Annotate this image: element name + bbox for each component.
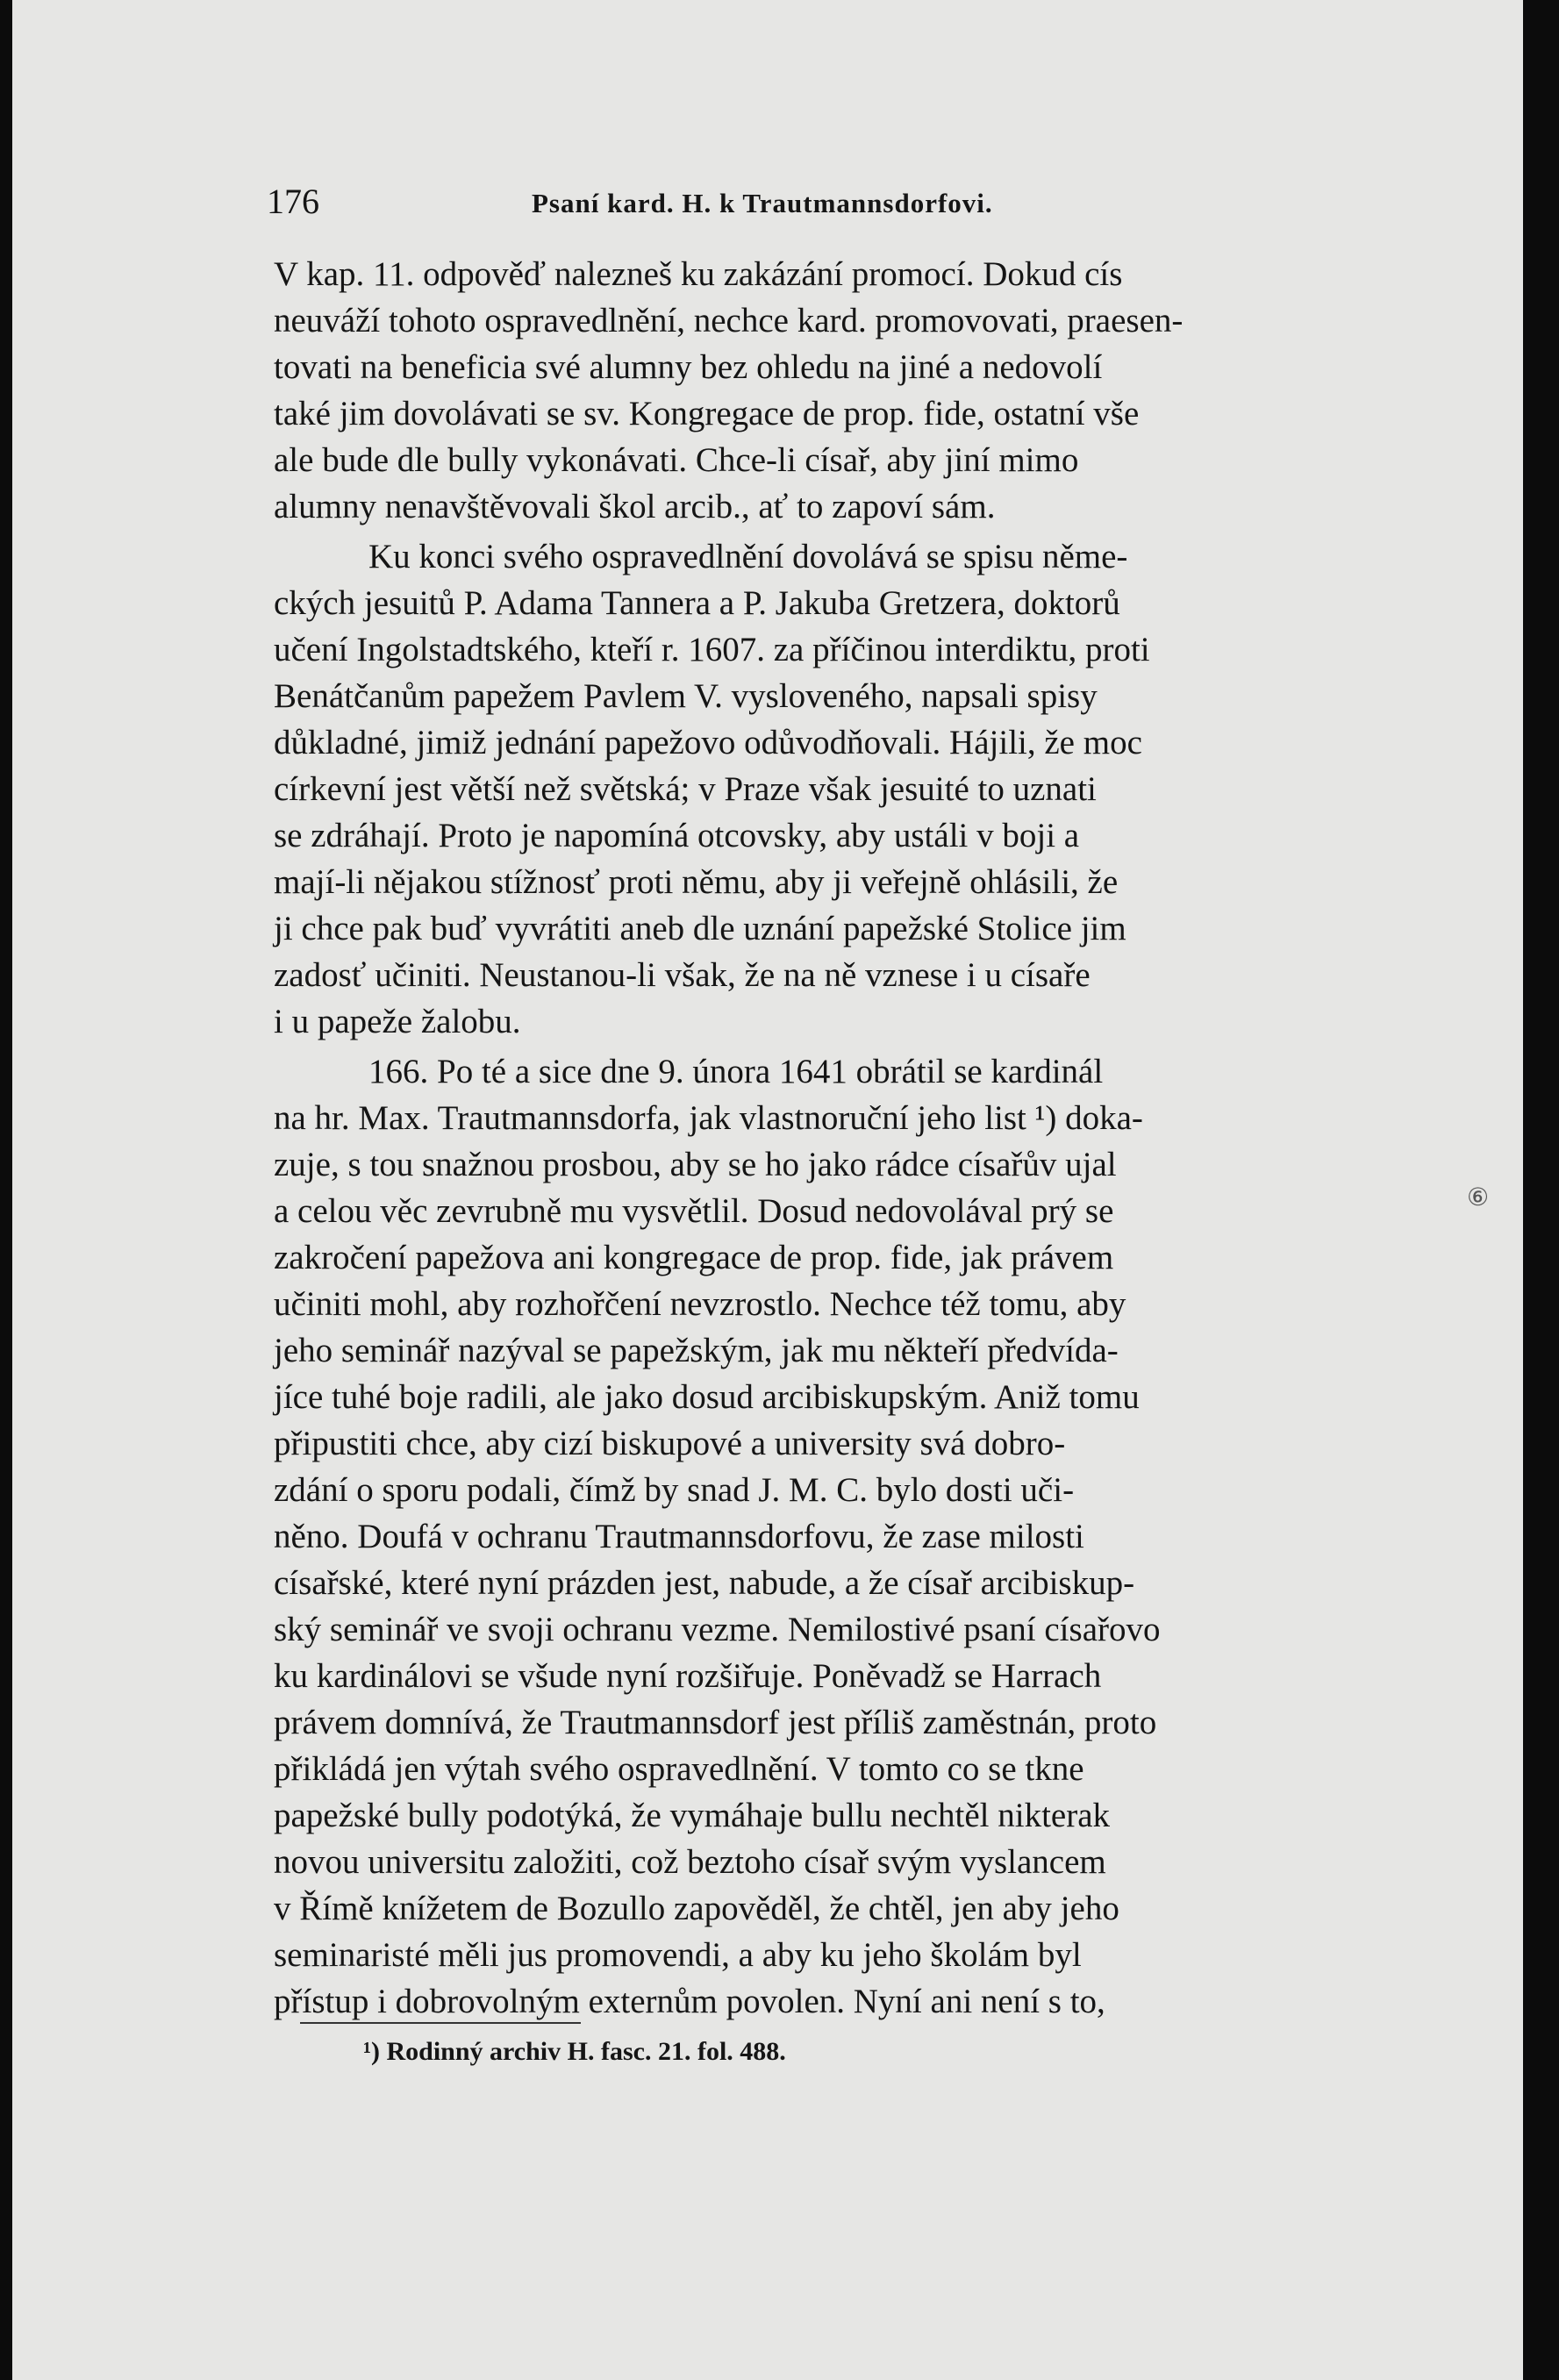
text-line: zuje, s tou snažnou prosbou, aby se ho jako rádce císařův ujal [274, 1146, 1117, 1183]
text-line: připustiti chce, aby cizí biskupové a university svá dobro- [274, 1425, 1066, 1462]
text-line: na hr. Max. Trautmannsdorfa, jak vlastnoruční jeho list ¹) doka- [274, 1099, 1143, 1137]
text-line: a celou věc zevrubně mu vysvětlil. Dosud nedovolával prý se [274, 1192, 1114, 1230]
margin-mark: ⑥ [1467, 1184, 1490, 1211]
paragraph-start-line: 166. Po té a sice dne 9. února 1641 obrátil se kardinál [368, 1053, 1104, 1090]
text-line: v Římě knížetem de Bozullo zapověděl, že chtěl, jen aby jeho [274, 1890, 1119, 1927]
footnote-divider [300, 2022, 581, 2024]
text-line: i u papeže žalobu. [274, 1003, 521, 1040]
text-line: ku kardinálovi se všude nyní rozšiřuje. Poněvadž se Harrach [274, 1657, 1102, 1695]
text-line: právem domnívá, že Trautmannsdorf jest příliš zaměstnán, proto [274, 1704, 1157, 1741]
page-header [267, 181, 1513, 233]
text-line: učení Ingolstadtského, kteří r. 1607. za příčinou interdiktu, proti [274, 631, 1150, 668]
text-line: také jim dovolávati se sv. Kongregace de prop. fide, ostatní vše [274, 395, 1140, 432]
text-line: tovati na beneficia své alumny bez ohledu na jiné a nedovolí [274, 348, 1103, 386]
text-line: ský seminář ve svoji ochranu vezme. Nemilostivé psaní císařovo [274, 1611, 1161, 1648]
text-line: ji chce pak buď vyvrátiti aneb dle uznání papežské Stolice jim [274, 910, 1126, 947]
text-line: seminaristé měli jus promovendi, a aby ku jeho školám byl [274, 1936, 1082, 1974]
text-line: papežské bully podotýká, že vymáhaje bullu nechtěl nikterak [274, 1797, 1111, 1834]
text-line: církevní jest větší než světská; v Praze však jesuité to uznati [274, 770, 1097, 808]
text-line: přikládá jen výtah svého ospravedlnění. V tomto co se tkne [274, 1750, 1084, 1788]
running-title: Psaní kard. H. k Trautmannsdorfovi. [532, 188, 993, 218]
text-line: neuváží tohoto ospravedlnění, nechce kard. promovovati, praesen- [274, 302, 1184, 339]
text-line: něno. Doufá v ochranu Trautmannsdorfovu, že zase milosti [274, 1518, 1084, 1555]
text-line: císařské, které nyní prázden jest, nabude, a že císař arcibiskup- [274, 1564, 1135, 1602]
text-line: novou universitu založiti, což beztoho císař svým vyslancem [274, 1843, 1106, 1881]
text-line: ckých jesuitů P. Adama Tannera a P. Jakuba Gretzera, doktorů [274, 584, 1120, 622]
text-line: jeho seminář nazýval se papežským, jak mu někteří předvída- [274, 1332, 1119, 1369]
page-number: 176 [267, 182, 319, 221]
text-line: zadosť učiniti. Neustanou-li však, že na ně vznese i u císaře [274, 956, 1091, 994]
text-line: Benátčanům papežem Pavlem V. vysloveného, napsali spisy [274, 677, 1098, 715]
text-line: mají-li nějakou stížnosť proti němu, aby ji veřejně ohlásili, že [274, 863, 1119, 901]
text-line: ale bude dle bully vykonávati. Chce-li císař, aby jiní mimo [274, 441, 1079, 479]
paragraph-start-line: Ku konci svého ospravedlnění dovolává se spisu něme- [368, 538, 1128, 575]
text-line: zakročení papežova ani kongregace de prop. fide, jak právem [274, 1239, 1114, 1276]
text-line: V kap. 11. odpověď nalezneš ku zakázání promocí. Dokud cís [274, 255, 1123, 293]
text-line: alumny nenavštěvovali škol arcib., ať to zapoví sám. [274, 488, 996, 525]
text-line: důkladné, jimiž jednání papežovo odůvodňovali. Hájili, že moc [274, 724, 1142, 761]
body-text [274, 251, 1381, 2025]
text-line: se zdráhají. Proto je napomíná otcovsky, aby ustáli v boji a [274, 817, 1080, 854]
book-page [12, 0, 1523, 2380]
footnote: ¹) Rodinný archiv H. fasc. 21. fol. 488. [363, 2037, 786, 2066]
text-line: přístup i dobrovolným externům povolen. Nyní ani není s to, [274, 1983, 1105, 2020]
text-line: učiniti mohl, aby rozhořčení nevzrostlo. Nechce též tomu, aby [274, 1285, 1126, 1323]
text-line: jíce tuhé boje radili, ale jako dosud arcibiskupským. Aniž tomu [274, 1378, 1140, 1416]
text-line: zdání o sporu podali, čímž by snad J. M. C. bylo dosti uči- [274, 1471, 1075, 1509]
